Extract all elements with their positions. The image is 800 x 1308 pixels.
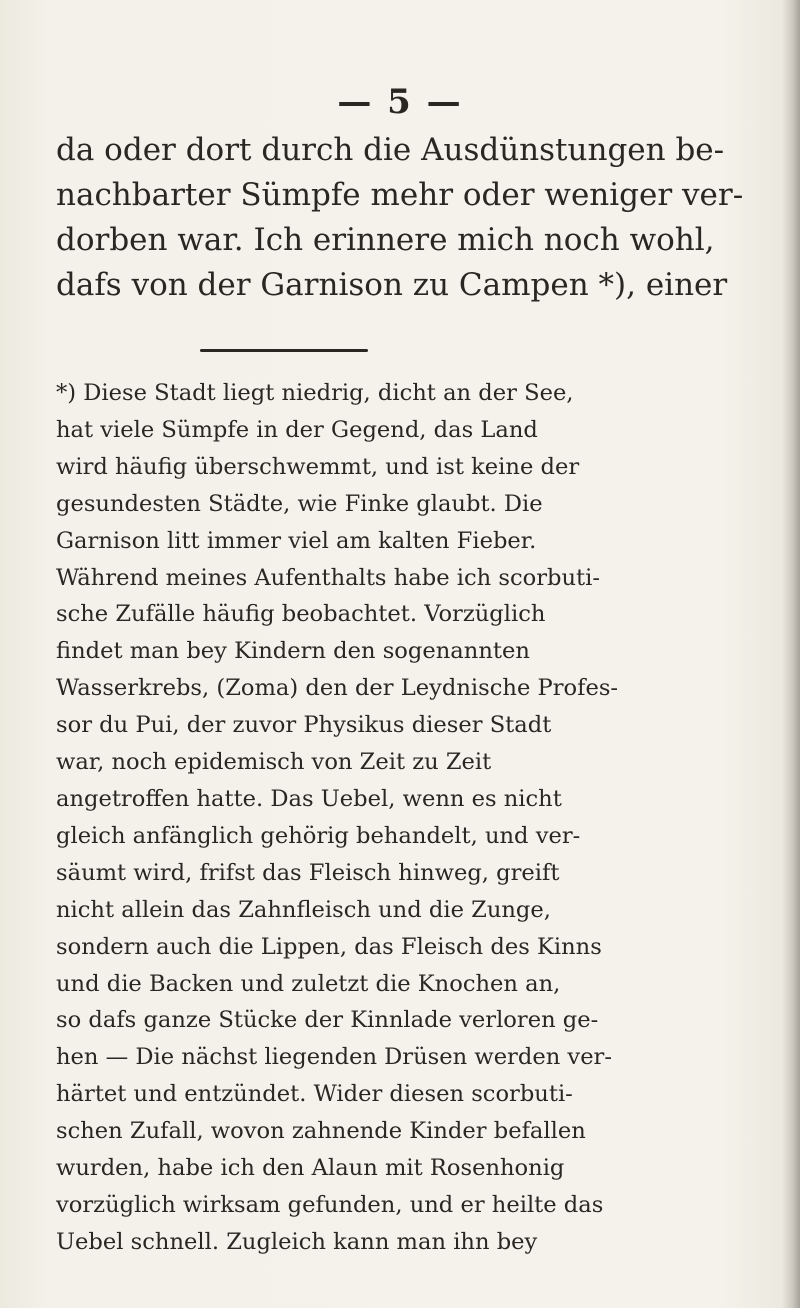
footnote-line: vorzüglich wirksam gefunden, und er heilte das [56,1191,604,1218]
footnote-line: sor du Pui, der zuvor Physikus dieser Stadt [56,712,552,739]
footnote-line: gleich anfänglich gehörig behandelt, und ver- [56,822,581,849]
footnote-line: Während meines Aufenthalts habe ich scorbuti- [56,564,600,591]
footnote-line: so dafs ganze Stücke der Kinnlade verloren ge- [56,1007,599,1034]
page-edge-shadow [782,0,800,1308]
footnote [56,375,778,1261]
footnote-separator-rule [200,349,368,352]
main-text-line: da oder dort durch die Ausdünstungen be- [56,132,725,168]
main-text-line: nachbarter Sümpfe mehr oder weniger ver- [56,177,744,213]
page-number: — 5 — [337,82,463,122]
footnote-line: nicht allein das Zahnfleisch und die Zunge, [56,896,551,923]
footnote-line: hat viele Sümpfe in der Gegend, das Land [56,416,538,443]
footnote-line: und die Backen und zuletzt die Knochen an, [56,970,561,997]
footnote-line: angetroffen hatte. Das Uebel, wenn es nicht [56,785,562,812]
main-text-line: dorben war. Ich erinnere mich noch wohl, [56,222,715,258]
footnote-line: *) Diese Stadt liegt niedrig, dicht an der See, [56,380,574,406]
footnote-line: härtet und entzündet. Wider diesen scorbuti- [56,1081,573,1108]
main-text [56,128,778,308]
footnote-line: Uebel schnell. Zugleich kann man ihn bey [56,1228,538,1255]
footnote-line: hen — Die nächst liegenden Drüsen werden ver- [56,1044,612,1071]
footnote-line: schen Zufall, wovon zahnende Kinder befallen [56,1118,586,1145]
footnote-line: säumt wird, frifst das Fleisch hinweg, greift [56,859,560,886]
main-text-line: dafs von der Garnison zu Campen *), einer [56,267,728,303]
footnote-line: findet man bey Kindern den sogenannten [56,638,530,665]
footnote-line: Garnison litt immer viel am kalten Fieber. [56,527,537,554]
footnote-line: sondern auch die Lippen, das Fleisch des Kinns [56,933,602,960]
footnote-line: wurden, habe ich den Alaun mit Rosenhonig [56,1155,565,1182]
footnote-line: sche Zufälle häufig beobachtet. Vorzüglich [56,601,546,628]
footnote-line: wird häufig überschwemmt, und ist keine der [56,453,580,480]
footnote-line: war, noch epidemisch von Zeit zu Zeit [56,749,492,776]
footnote-line: Wasserkrebs, (Zoma) den der Leydnische Profes- [56,675,619,702]
footnote-line: gesundesten Städte, wie Finke glaubt. Die [56,490,543,517]
